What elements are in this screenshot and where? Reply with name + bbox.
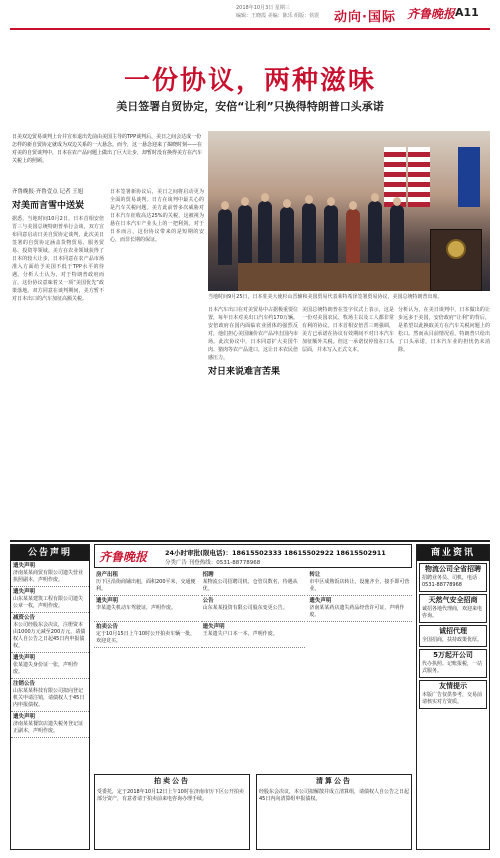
ad-item-text: 李某遗失机动车驾驶证，声明作废。	[96, 605, 177, 611]
liquidation-title: 清算公告	[257, 775, 411, 787]
person-head	[371, 193, 379, 202]
ad-item-title: 转让	[309, 572, 321, 578]
ad-item-title: 遗失声明	[13, 563, 36, 569]
liquidation-notice	[256, 774, 412, 850]
ad-item	[201, 596, 306, 622]
person-head	[241, 197, 249, 206]
ad-item-text: 济南某某商贸有限公司遗失营业执照副本，声明作废。	[13, 570, 84, 583]
article-column-5	[398, 306, 490, 538]
section-title: 动向·国际	[334, 10, 396, 25]
ad-item-title: 遗失声明	[96, 598, 119, 604]
section-heading: 对美而言雪中送炭	[12, 201, 85, 211]
ad-item	[11, 679, 89, 712]
ad-item-title: 遗失声明	[202, 624, 225, 630]
person-head	[221, 201, 229, 210]
ad-box-title: 友情提示	[439, 682, 467, 690]
person	[280, 207, 294, 265]
news-photo	[208, 131, 490, 291]
header-meta	[236, 4, 326, 20]
person	[368, 201, 382, 265]
ad-item-title: 遗失声明	[13, 589, 36, 595]
header-date: 2018年10月3日 星期三	[236, 5, 290, 11]
photo-caption: 当地时间9月25日，日本驻美大使杉山晋辅和美国贸易代表莱特希泽签署贸易协议，美国总统特朗普出席。	[208, 294, 443, 300]
ad-item	[11, 561, 89, 587]
ad-item-text: 张某遗失身份证一张，声明作废。	[13, 662, 79, 675]
ad-item-title: 房产出租	[96, 572, 119, 578]
ad-item-text: 历下区沿街商铺出租，面积200平米，交通便利。	[96, 579, 196, 592]
banner-line-1: 24小时审批(限电话)：18615502333 18615502922 18615502911	[165, 549, 386, 557]
liquidation-text: 经股东会决议，本公司拟解散并成立清算组，请债权人自公告之日起45日内向清算组申报债权。	[259, 789, 410, 802]
ad-box-title: 天然气安全招商	[428, 596, 478, 604]
section-divider	[10, 540, 490, 542]
ads-left-list	[11, 561, 89, 738]
ad-box-title: 诚招代理	[439, 627, 467, 635]
ad-item	[11, 587, 89, 613]
ad-box	[419, 625, 487, 647]
header-editors: 编辑：王晓霞 美编：陈乐 组版：侯震	[236, 13, 320, 19]
banner-logo: 齐鲁晚报	[99, 550, 148, 564]
person-head	[393, 197, 401, 206]
person-head	[327, 197, 335, 206]
ad-item-title: 遗失声明	[309, 598, 332, 604]
page-number: A11	[455, 6, 479, 19]
ad-box-text: 全国招商，扶持政策优厚。	[422, 637, 483, 643]
ad-item-title: 注销公告	[13, 681, 36, 687]
ad-box-title: 5万起开公司	[433, 651, 473, 659]
ads-middle-grid	[94, 570, 412, 770]
ad-item-text: 定于10月15日上午10时公开拍卖车辆一批，欢迎竞买。	[96, 631, 196, 644]
person	[390, 205, 404, 265]
body-text: 美国总统特朗普在签字仪式上表示，这是一份对美国农民、牧场主以及工人都非常有利的协议。日本首相安倍晋三则强调，美方已承诺在协议有效期间不对日本汽车加征额外关税。但这一承诺仅停留在口头层面，并未写入正式文本。	[302, 307, 394, 353]
ad-item-title: 减资公告	[13, 615, 36, 621]
headline: 一份协议，两种滋味	[123, 66, 376, 96]
header-rule	[10, 28, 490, 30]
person-head	[305, 195, 313, 204]
auction-notice	[94, 774, 250, 850]
person	[218, 209, 232, 265]
section-heading: 对日来说难言苦果	[208, 367, 281, 377]
ad-box-title: 物流公司全省招聘	[425, 565, 481, 573]
byline: 齐鲁晚报·齐鲁壹点 记者 王旭	[12, 189, 84, 195]
person	[258, 201, 272, 265]
person	[238, 205, 252, 265]
ad-item-text: 某物流公司招聘司机、仓管员数名，待遇从优。	[202, 579, 298, 592]
ad-item-text: 市中区成熟饭店转让，设施齐全，接手即可营业。	[309, 579, 410, 592]
banner-line-2: 分类广告 刊登热线：0531-88778968	[165, 560, 261, 566]
article-column-3	[208, 306, 298, 538]
ads-banner	[94, 544, 412, 568]
ad-item	[94, 596, 199, 622]
lead-paragraph: 日美双边贸易谈判上台并宣布退出先前由美国主导的TPP谈判后，美日之间会达成一份怎样的新自贸协定就成为双边关系的一大悬念。而今，这一悬念迎来了揭晓时刻——在对美的自贸谈判中，日本在农产品问题上做出了巨大让步，却暂时没有换得美方在汽车关税上的照顾。	[12, 134, 203, 164]
flag-icon	[458, 147, 480, 207]
person-head	[283, 199, 291, 208]
ad-item-text: 济南某某药店遗失药品经营许可证，声明作废。	[309, 605, 405, 618]
body-text: 分析认为，在美日谈判中，日本做出的让步远多于美国，安倍政府“让利”的背后，是希望以此换取美方在汽车关税问题上的松口。然而从目前情况看，特朗普只给出了口头承诺，日本汽车业的担忧仍未消除。	[398, 307, 490, 353]
ad-item	[94, 570, 199, 596]
ad-item	[94, 622, 199, 648]
ad-item-title: 公告	[202, 598, 214, 604]
person-head	[261, 193, 269, 202]
ads-right-list	[417, 563, 489, 709]
ad-box-text: 招聘业务员、司机，电话0531-88778968	[422, 575, 478, 588]
ad-item	[11, 712, 89, 738]
ad-item-text: 济南某某餐饮店遗失税务登记证正副本，声明作废。	[13, 721, 84, 734]
person	[346, 209, 360, 265]
ad-item-title: 拍卖公告	[96, 624, 119, 630]
ad-item-title: 遗失声明	[13, 714, 36, 720]
subheadline: 美日签署自贸协定，安倍“让利”只换得特朗普口头承诺	[116, 100, 384, 113]
person	[324, 205, 338, 265]
ads-middle-list	[94, 570, 412, 648]
body-text: 据悉，当地时间10月2日，日本首相安倍晋三与美国总统特朗普举行会谈，双方宣布同意启动日美自贸协定谈判，此次美日签署的自贸协定涵盖货物贸易、服务贸易、投资等领域。美方在农业领域获得了日本的较大让步，日本同意在农产品市场准入方面给予美国不低于TPP水平的待遇。分析人士认为，对于特朗普政府而言，这份协议意味着又一项“美国优先”政策落地。双方同意在谈判期间，美方暂不对日本出口的汽车加征高额关税。	[12, 216, 104, 302]
ad-item-text: 山东某某投资有限公司股东变更公告。	[202, 605, 288, 611]
ad-box-text: 本版广告仅供参考，交易前请核实对方资质。	[422, 692, 483, 705]
ad-box-text: 诚招各地代理商，欢迎来电咨询。	[422, 606, 483, 619]
ads-left-column	[10, 544, 90, 850]
ad-item	[307, 596, 412, 622]
ad-item-text: 山东某某科技有限公司拟向登记机关申请注销，请债权人于45日内申报债权。	[13, 688, 85, 708]
newspaper-logo: 齐鲁晚报	[407, 7, 456, 21]
ad-box-text: 代办执照、记账报税，一站式服务。	[422, 661, 483, 674]
ad-item-text: 王某遗失户口本一本，声明作废。	[202, 631, 278, 637]
us-flag-icon	[408, 147, 430, 207]
article-column-1	[12, 188, 104, 538]
page-header	[0, 0, 500, 30]
article-column-2	[110, 188, 204, 538]
ad-item-title: 招聘	[202, 572, 214, 578]
ad-box	[419, 649, 487, 678]
presidential-seal-icon	[446, 239, 466, 259]
ads-right-title: 商业资讯	[417, 545, 489, 561]
ad-item-text: 山东某某建筑工程有限公司遗失公章一枚，声明作废。	[13, 596, 84, 609]
body-text: 日本汽车出口在对美贸易中占据极重要位置，每年日本对美出口汽车约170万辆。安倍政府在国内面临农业团体的强烈反对，他们担心美国廉价农产品冲击国内市场。此次协议中，日本同意扩大美国牛肉、猪肉等农产品进口，这让日本农民倍感压力。	[208, 307, 298, 361]
ad-box	[419, 680, 487, 709]
ad-item-text: 本公司经股东会决议，注册资本由1000万元减至200万元，请债权人自公告之日起45日内申报债权。	[13, 622, 86, 649]
ad-box	[419, 563, 487, 592]
ad-item	[11, 613, 89, 653]
ads-left-title: 公告声明	[11, 545, 89, 561]
ad-item	[11, 653, 89, 679]
ad-box	[419, 594, 487, 623]
auction-text: 受委托，定于2018年10月12日上午10时在济南市历下区公开拍卖部分资产，有意者请于拍卖前来电咨询办理手续。	[97, 789, 244, 802]
auction-title: 拍卖公告	[95, 775, 249, 787]
person-head	[349, 201, 357, 210]
article-column-4	[302, 306, 394, 538]
ad-item-title: 遗失声明	[13, 655, 36, 661]
person	[302, 203, 316, 265]
ad-item	[307, 570, 412, 596]
ad-item	[201, 570, 306, 596]
ad-item	[201, 622, 306, 648]
ads-right-column	[416, 544, 490, 850]
body-text: 日本签署新协议后，美日之间将启动更为全面的贸易谈判。日方在谈判中最关心的是汽车关税问题。美方此前曾多次威胁对日本汽车征收高达25%的关税，这被视为悬在日本汽车产业头上的一把利剑。对于日本而言，这份协议带来的是短期的安心，而非长期的保证。	[110, 189, 204, 243]
